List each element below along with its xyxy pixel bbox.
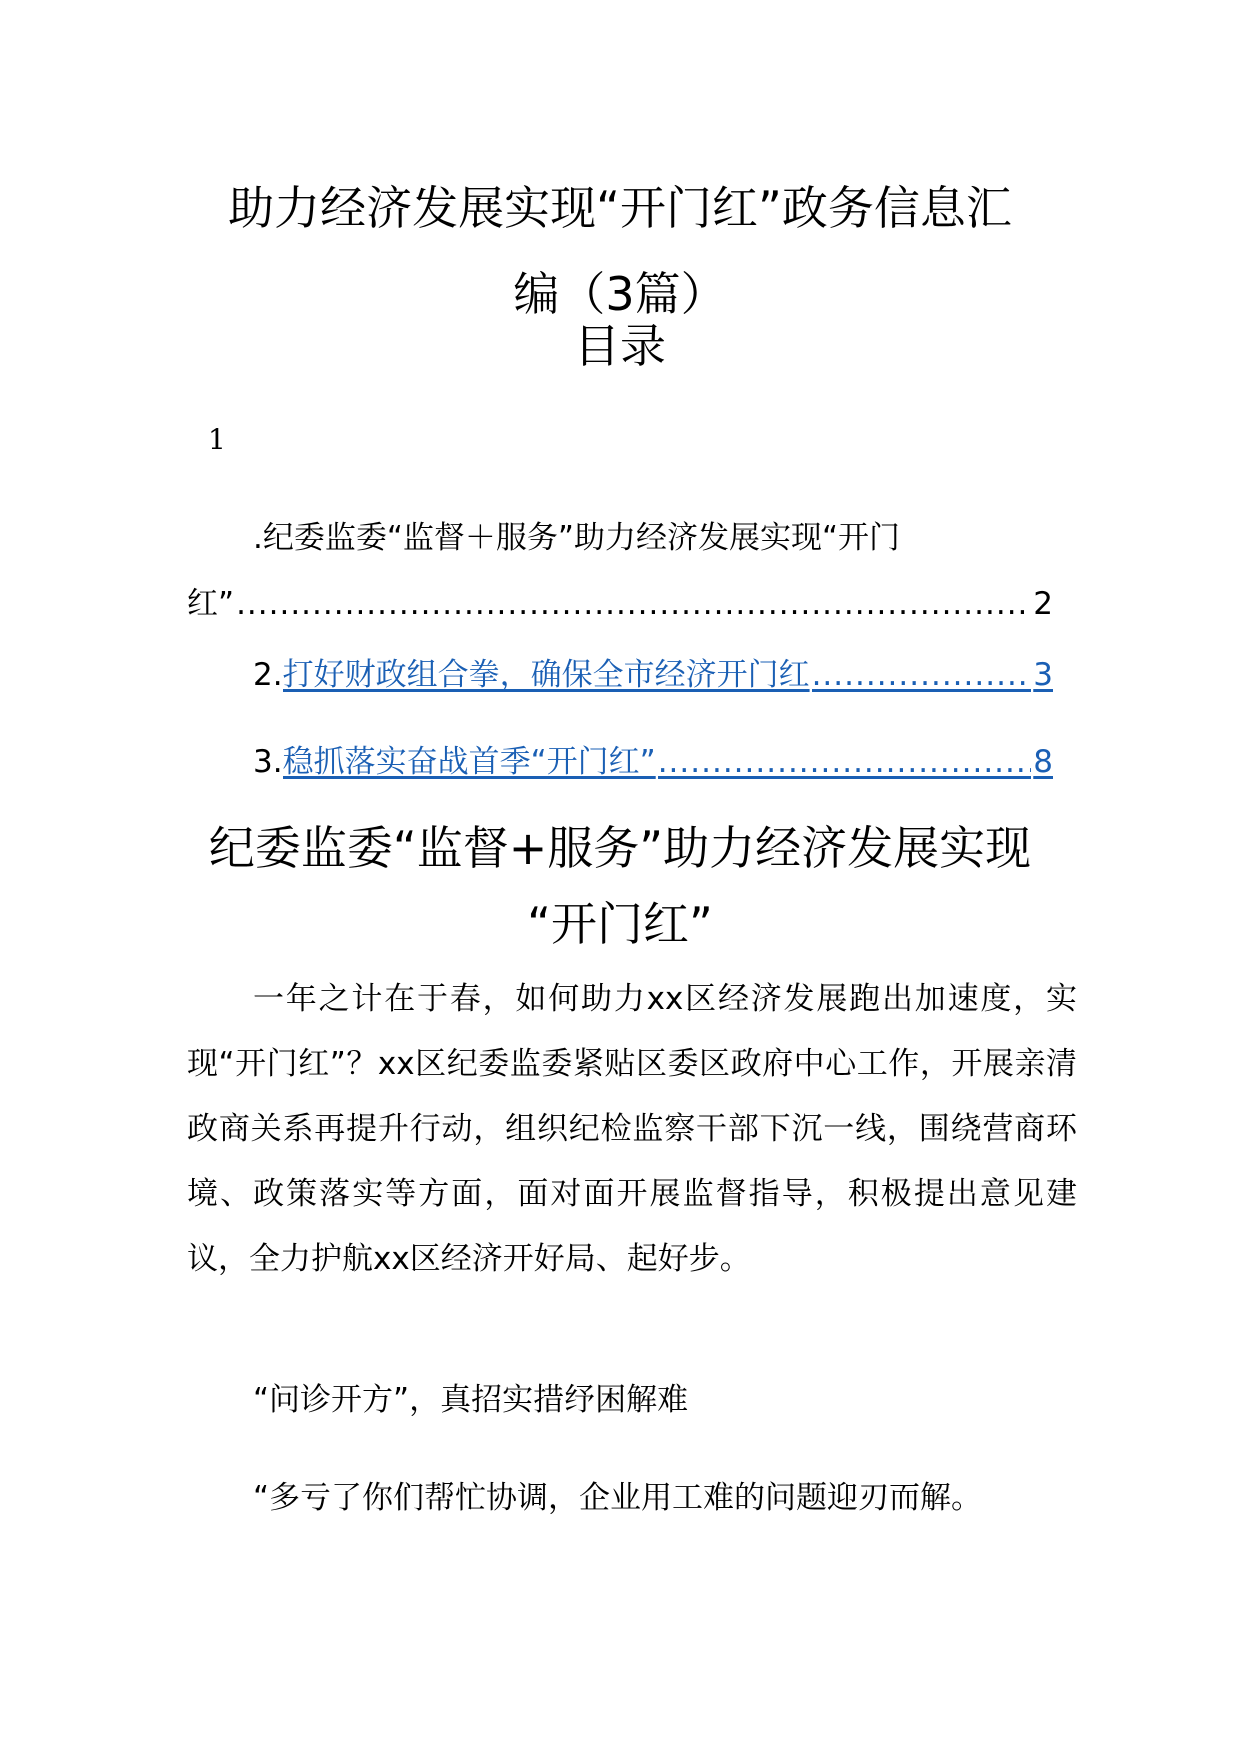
toc-item-1-line1 — [187, 505, 1053, 571]
document-title — [160, 165, 1080, 337]
body-paragraph-1: 一年之计在于春，如何助力xx区经济发展跑出加速度，实现“开门红”？xx区纪委监委紧贴区委区政府中心工作，开展亲清政商关系再提升行动，组织纪检监察干部下沉一线，围绕营商环境、政策落实等方面，面对面开展监督指导，积极提出意见建议，全力护航xx区经济开好局、起好步。 — [187, 981, 1077, 1277]
toc-item-2-link[interactable] — [283, 650, 1053, 700]
toc-item-2-page: 3 — [1033, 657, 1053, 693]
toc-item-1-page: 2 — [1033, 586, 1053, 622]
toc-leader-dots — [658, 737, 1032, 787]
toc-item-1-label: .纪委监委“监督＋服务”助力经济发展实现“开门 — [253, 520, 901, 556]
toc-item-3-link[interactable] — [283, 737, 1053, 787]
toc-item-3-label: 稳抓落实奋战首季“开门红” — [282, 744, 656, 780]
toc-item-2-number: 2. — [253, 657, 283, 693]
toc-item-3-number: 3. — [253, 744, 283, 780]
toc-leader-dots — [236, 571, 1031, 637]
toc-item-3-page: 8 — [1033, 744, 1053, 780]
document-title-line1: 助力经济发展实现“开门红”政务信息汇 — [228, 181, 1012, 235]
toc-item-1-line2 — [187, 571, 1053, 637]
article-title-line2: “开门红” — [527, 897, 713, 951]
toc-item-2 — [253, 650, 1053, 700]
article-title-line1: 纪委监委“监督+服务”助力经济发展实现 — [208, 821, 1032, 875]
toc-marker: 1 — [208, 423, 226, 456]
toc-item-3 — [253, 737, 1053, 787]
toc-item-1[interactable] — [187, 505, 1053, 637]
toc-leader-dots — [812, 650, 1032, 700]
article-title — [160, 810, 1080, 962]
toc-item-2-label: 打好财政组合拳，确保全市经济开门红 — [282, 657, 810, 693]
document-title-line2: 编（3篇） — [513, 267, 727, 321]
body-paragraph-2: “多亏了你们帮忙协调，企业用工难的问题迎刃而解。 — [253, 1480, 983, 1516]
toc-item-1-label-cont: 红” — [187, 586, 235, 622]
section-subheading: “问诊开方”，真招实措纾困解难 — [253, 1382, 689, 1418]
toc-heading: 目录 — [574, 319, 666, 373]
